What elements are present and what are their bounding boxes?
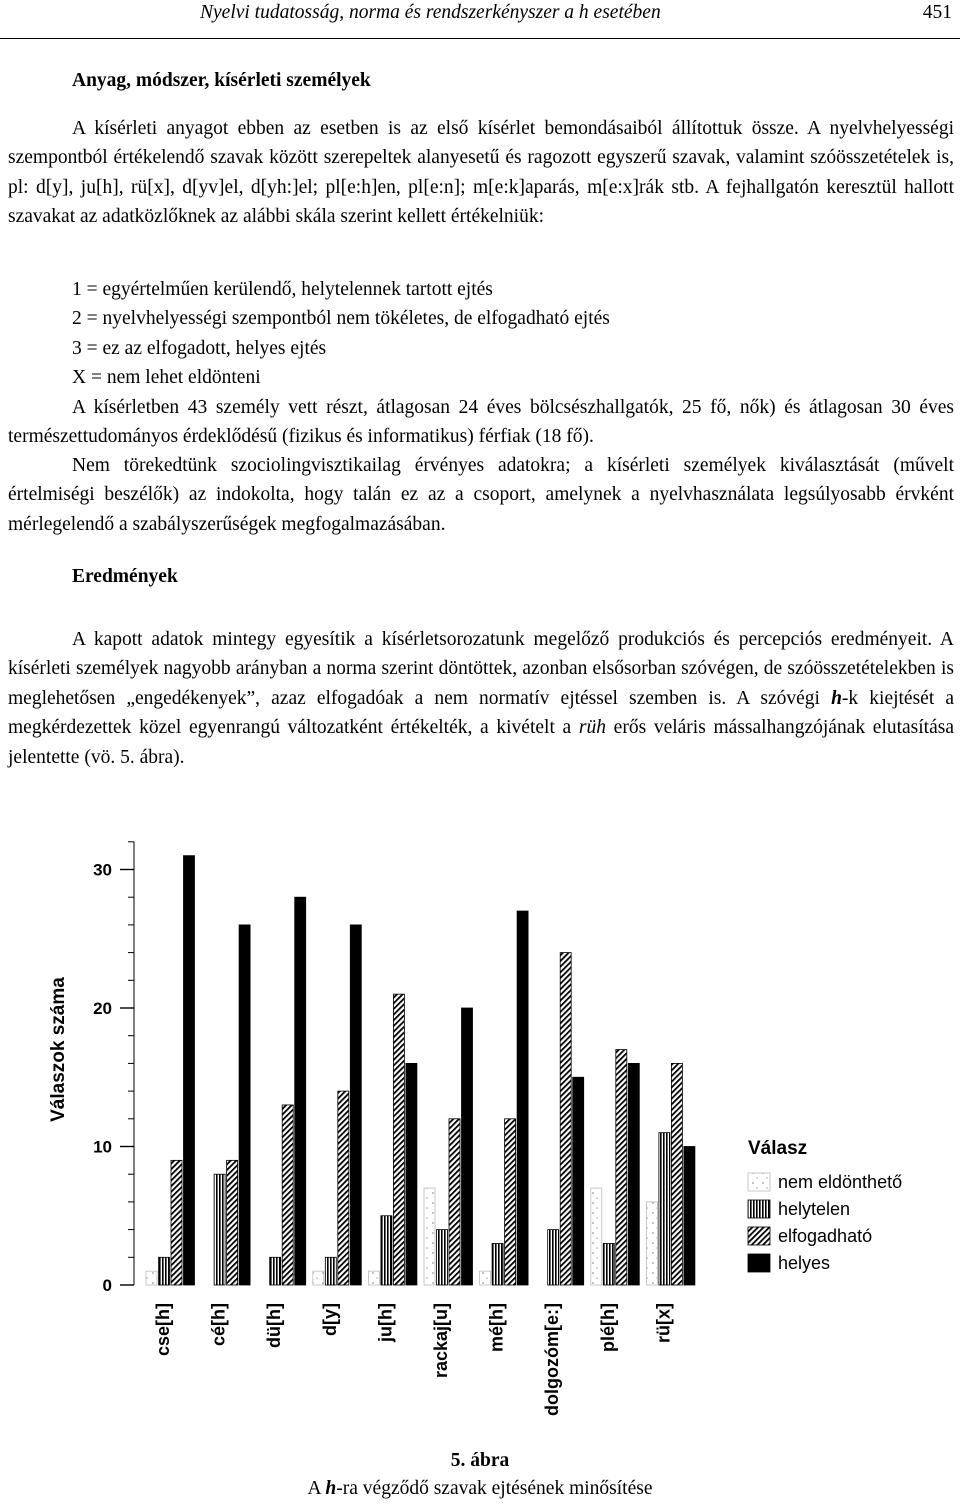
section-title-methods: Anyag, módszer, kísérleti személyek bbox=[72, 70, 371, 91]
x-tick-label: mé[h] bbox=[486, 1303, 507, 1352]
bar-helytelen bbox=[659, 1133, 670, 1285]
bar-nem-eldönthető bbox=[646, 1202, 657, 1285]
legend-label: elfogadható bbox=[778, 1226, 873, 1246]
x-tick-label: cse[h] bbox=[153, 1303, 173, 1357]
bar-elfogadható bbox=[171, 1160, 182, 1285]
bar-chart bbox=[0, 830, 960, 1445]
bar-nem-eldönthető bbox=[480, 1271, 491, 1285]
bar-helytelen bbox=[214, 1174, 225, 1285]
x-tick-label: cé[h] bbox=[208, 1303, 229, 1347]
scale-item: 1 = egyértelműen kerülendő, helytelennek tartott ejtés bbox=[72, 279, 493, 300]
bar-helyes bbox=[184, 856, 195, 1285]
bar-elfogadható bbox=[616, 1050, 627, 1285]
bar-helyes bbox=[239, 925, 250, 1285]
page-header bbox=[0, 0, 960, 39]
bar-nem-eldönthető bbox=[368, 1271, 379, 1285]
bar-nem-eldönthető bbox=[313, 1271, 324, 1285]
bar-elfogadható bbox=[227, 1160, 238, 1285]
page-number: 451 bbox=[922, 2, 952, 23]
scale-item: X = nem lehet eldönteni bbox=[72, 367, 261, 389]
y-tick-label: 30 bbox=[93, 860, 112, 880]
bar-helyes bbox=[295, 897, 306, 1285]
bar-elfogadható bbox=[338, 1091, 349, 1285]
x-tick-label: d[y] bbox=[319, 1303, 340, 1336]
bar-helyes bbox=[406, 1063, 417, 1285]
legend-swatch bbox=[748, 1173, 770, 1191]
legend-label: helyes bbox=[778, 1253, 831, 1273]
bar-helyes bbox=[684, 1147, 695, 1286]
bar-nem-eldönthető bbox=[591, 1188, 602, 1285]
x-tick-label: dü[h] bbox=[264, 1303, 285, 1348]
y-axis-label: Válaszok száma bbox=[48, 977, 69, 1122]
legend-label: nem eldönthető bbox=[778, 1172, 903, 1192]
paragraph-results: A kapott adatok mintegy egyesítik a kísérletsorozatunk megelőző produkciós és percepciós eredményeit. A kísérleti személyek nagyobb arányban a norma szerint döntöttek, azonban elsősorban szóvégen, de szóösszetételekben is meglehetősen „engedékenyek”, azaz elfogadóak a nem normatív ejtéssel szemben is. A szóvégi h-k kiejtését a megkérdezettek közel egyenrangú változatként értékelték, a kivételt a rüh erős veláris mássalhangzójának elutasítása jelentette (vö. 5. ábra). bbox=[8, 629, 955, 768]
bar-helytelen bbox=[270, 1257, 281, 1285]
bar-elfogadható bbox=[505, 1119, 516, 1285]
bar-elfogadható bbox=[449, 1119, 460, 1285]
x-tick-label: dolgozóm[e:] bbox=[542, 1303, 563, 1416]
bar-helytelen bbox=[437, 1230, 448, 1285]
section-title-results: Eredmények bbox=[72, 566, 178, 587]
rating-scale bbox=[72, 275, 610, 393]
legend-title: Válasz bbox=[748, 1138, 808, 1159]
bar-elfogadható bbox=[393, 994, 404, 1285]
scale-item: 2 = nyelvhelyességi szempontból nem tökéletes, de elfogadható ejtés bbox=[72, 308, 610, 330]
bar-helytelen bbox=[492, 1243, 503, 1285]
x-tick-label: rackaj[u] bbox=[431, 1303, 451, 1379]
legend-swatch bbox=[748, 1200, 770, 1218]
x-tick-label: ju[h] bbox=[375, 1303, 396, 1342]
bar-helyes bbox=[573, 1077, 584, 1285]
y-tick-label: 20 bbox=[93, 999, 112, 1018]
figure-number: 5. ábra bbox=[450, 1450, 510, 1471]
x-tick-label: plé[h] bbox=[597, 1303, 618, 1352]
bar-nem-eldönthető bbox=[146, 1271, 157, 1285]
bar-helytelen bbox=[548, 1230, 559, 1285]
legend-swatch bbox=[748, 1254, 770, 1272]
bar-helyes bbox=[517, 911, 528, 1285]
y-tick-label: 10 bbox=[93, 1137, 112, 1157]
paragraph-materials: A kísérleti anyagot ebben az esetben is az első kísérlet bemondásaiból állítottuk össze. A nyelvhelyességi szempontból értékelendő szavak között szerepeltek alanyesetű és ragozott egyszerű szavak, valamint szóösszetételek is, pl: d[y], ju[h], rü[x], d[yv]el, d[yh:]el; pl[e:h]en, pl[e:n]; m[e:k]aparás, m[e:x]rák stb. A fejhallgatón keresztül hallott szavakat az adatközlőknek az alábbi skála szerint kellett értékelniük: bbox=[8, 118, 954, 228]
bar-elfogadható bbox=[671, 1063, 682, 1285]
running-title: Nyelvi tudatosság, norma és rendszerkényszer a h esetében bbox=[200, 2, 661, 23]
bar-helyes bbox=[462, 1008, 473, 1285]
x-tick-label: rü[x] bbox=[653, 1303, 674, 1343]
bar-helytelen bbox=[159, 1257, 170, 1285]
bar-helytelen bbox=[381, 1216, 392, 1285]
figure-caption: A h-ra végződő szavak ejtésének minősítése bbox=[307, 1478, 653, 1499]
bar-helyes bbox=[628, 1063, 639, 1285]
bar-nem-eldönthető bbox=[424, 1188, 435, 1285]
legend-swatch bbox=[748, 1227, 770, 1245]
legend-label: helytelen bbox=[778, 1199, 851, 1219]
bar-elfogadható bbox=[560, 953, 571, 1285]
bar-helyes bbox=[350, 925, 361, 1285]
bar-elfogadható bbox=[282, 1105, 293, 1285]
bar-helytelen bbox=[325, 1257, 336, 1285]
scale-item: 3 = ez az elfogadott, helyes ejtés bbox=[72, 337, 327, 359]
paragraph-selection: Nem törekedtünk szociolingvisztikailag érvényes adatokra; a kísérleti személyek kiválasztását (művelt értelmiségi beszélők) az indokolta, hogy talán ez az a csoport, amelynek a nyelvhasználata legsúlyosabb érvként mérlegelendő a szabályszerűségek megfogalmazásában. bbox=[8, 455, 954, 535]
y-tick-label: 0 bbox=[102, 1276, 112, 1295]
bar-helytelen bbox=[603, 1243, 614, 1285]
paragraph-participants: A kísérletben 43 személy vett részt, átlagosan 24 éves bölcsészhallgatók, 25 fő, nők) és átlagosan 30 éves természettudományos érdeklődésű (fizikus és informatikus) férfiak (18 fő). bbox=[8, 397, 954, 448]
